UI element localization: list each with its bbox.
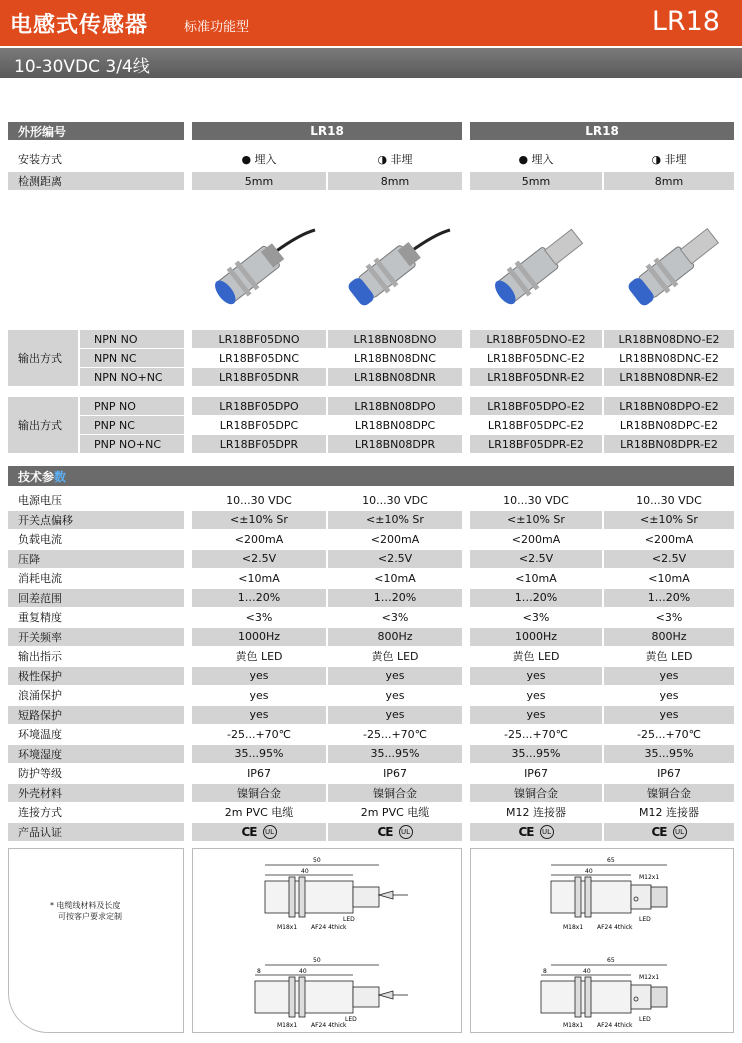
dim-thread-bottom: M18x1 bbox=[277, 1022, 298, 1029]
dim-led-bottom-c: LED bbox=[639, 1016, 651, 1023]
npn-model-1-2: LR18BN08DNO bbox=[328, 330, 462, 348]
dim-af-top-c: AF24 4thick bbox=[597, 924, 633, 931]
npn-model-2-2: LR18BN08DNC bbox=[328, 349, 462, 367]
tech-value-16-3: 镍铜合金 bbox=[470, 784, 602, 802]
pnp-model-1-3: LR18BF05DPO-E2 bbox=[470, 397, 602, 415]
install-value-2: ◑ 非埋 bbox=[328, 150, 462, 168]
ul-mark: UL bbox=[673, 825, 687, 839]
tech-value-13-3: -25...+70℃ bbox=[470, 725, 602, 743]
dim-thread-bottom-c: M18x1 bbox=[563, 1022, 584, 1029]
dim-8-bottom-c: 8 bbox=[543, 968, 547, 975]
tech-label-7: 重复精度 bbox=[8, 608, 184, 626]
page-subtitle: 标准功能型 bbox=[184, 20, 250, 35]
tech-label-9: 输出指示 bbox=[8, 647, 184, 665]
tech-value-5-2: <10mA bbox=[328, 569, 462, 587]
dimension-drawing-connector bbox=[470, 848, 734, 1033]
dim-af-top: AF24 4thick bbox=[311, 924, 347, 931]
dim-af-bottom-c: AF24 4thick bbox=[597, 1022, 633, 1029]
ce-mark: CE bbox=[377, 824, 393, 839]
dim-40-top-c: 40 bbox=[585, 868, 593, 875]
dimension-drawing-cable bbox=[192, 848, 462, 1033]
tech-label-2: 开关点偏移 bbox=[8, 511, 184, 529]
npn-model-1-3: LR18BF05DNO-E2 bbox=[470, 330, 602, 348]
tech-value-17-3: M12 连接器 bbox=[470, 803, 602, 821]
install-value-4: ◑ 非埋 bbox=[604, 150, 734, 168]
tech-value-6-1: 1…20% bbox=[192, 589, 326, 607]
tech-value-4-4: <2.5V bbox=[604, 550, 734, 568]
tech-value-11-2: yes bbox=[328, 686, 462, 704]
tech-value-16-2: 镍铜合金 bbox=[328, 784, 462, 802]
tech-value-3-1: <200mA bbox=[192, 530, 326, 548]
pnp-model-1-4: LR18BN08DPO-E2 bbox=[604, 397, 734, 415]
page-title: 电感式传感器 bbox=[10, 13, 149, 38]
model-name: LR18 bbox=[651, 6, 720, 37]
cert-value-1 bbox=[192, 823, 326, 841]
tech-label-15: 防护等级 bbox=[8, 764, 184, 782]
dim-40-bottom: 40 bbox=[299, 968, 307, 975]
tech-value-10-1: yes bbox=[192, 667, 326, 685]
tech-value-6-4: 1…20% bbox=[604, 589, 734, 607]
note-box bbox=[8, 848, 184, 1033]
tech-value-10-3: yes bbox=[470, 667, 602, 685]
pnp-model-1-1: LR18BF05DPO bbox=[192, 397, 326, 415]
npn-model-3-2: LR18BN08DNR bbox=[328, 368, 462, 386]
tech-value-15-1: IP67 bbox=[192, 764, 326, 782]
pnp-model-3-1: LR18BF05DPR bbox=[192, 435, 326, 453]
tech-value-4-2: <2.5V bbox=[328, 550, 462, 568]
tech-value-2-3: <±10% Sr bbox=[470, 511, 602, 529]
pnp-model-2-2: LR18BN08DPC bbox=[328, 416, 462, 434]
tech-title: 技术参 bbox=[18, 469, 55, 484]
ul-mark: UL bbox=[263, 825, 277, 839]
dim-8-bottom: 8 bbox=[257, 968, 261, 975]
tech-value-9-1: 黄色 LED bbox=[192, 647, 326, 665]
tech-value-14-4: 35...95% bbox=[604, 745, 734, 763]
tech-value-1-3: 10...30 VDC bbox=[470, 491, 602, 509]
tech-value-8-2: 800Hz bbox=[328, 628, 462, 646]
tech-label-1: 电源电压 bbox=[8, 491, 184, 509]
tech-value-5-4: <10mA bbox=[604, 569, 734, 587]
sensor-image-2 bbox=[340, 222, 455, 307]
npn-model-1-1: LR18BF05DNO bbox=[192, 330, 326, 348]
tech-value-3-3: <200mA bbox=[470, 530, 602, 548]
tech-label-4: 压降 bbox=[8, 550, 184, 568]
pnp-model-2-3: LR18BF05DPC-E2 bbox=[470, 416, 602, 434]
sensor-image-3 bbox=[485, 222, 600, 307]
sensor-image-4 bbox=[620, 222, 735, 307]
tech-value-16-1: 镍铜合金 bbox=[192, 784, 326, 802]
tech-label-12: 短路保护 bbox=[8, 706, 184, 724]
tech-value-5-3: <10mA bbox=[470, 569, 602, 587]
pnp-model-3-3: LR18BF05DPR-E2 bbox=[470, 435, 602, 453]
pnp-row-label-2: PNP NC bbox=[80, 416, 184, 434]
dim-50-top: 50 bbox=[313, 857, 321, 864]
tech-value-4-1: <2.5V bbox=[192, 550, 326, 568]
pnp-model-3-2: LR18BN08DPR bbox=[328, 435, 462, 453]
tech-label-17: 连接方式 bbox=[8, 803, 184, 821]
ce-mark: CE bbox=[518, 824, 534, 839]
tech-value-11-4: yes bbox=[604, 686, 734, 704]
ce-mark: CE bbox=[651, 824, 667, 839]
tech-label-6: 回差范围 bbox=[8, 589, 184, 607]
dim-led-top-c: LED bbox=[639, 916, 651, 923]
cert-value-4 bbox=[604, 823, 734, 841]
pnp-row-label-3: PNP NO+NC bbox=[80, 435, 184, 453]
voltage-bar bbox=[0, 48, 742, 78]
tech-value-14-1: 35...95% bbox=[192, 745, 326, 763]
npn-model-3-1: LR18BF05DNR bbox=[192, 368, 326, 386]
tech-value-17-4: M12 连接器 bbox=[604, 803, 734, 821]
dim-40-bottom-c: 40 bbox=[583, 968, 591, 975]
tech-value-14-2: 35...95% bbox=[328, 745, 462, 763]
tech-value-10-4: yes bbox=[604, 667, 734, 685]
tech-value-15-2: IP67 bbox=[328, 764, 462, 782]
tech-value-13-4: -25...+70℃ bbox=[604, 725, 734, 743]
install-value-1: ● 埋入 bbox=[192, 150, 326, 168]
tech-value-7-1: <3% bbox=[192, 608, 326, 626]
ce-mark: CE bbox=[241, 824, 257, 839]
dim-65-top: 65 bbox=[607, 857, 615, 864]
tech-value-14-3: 35...95% bbox=[470, 745, 602, 763]
npn-model-3-3: LR18BF05DNR-E2 bbox=[470, 368, 602, 386]
npn-model-2-4: LR18BN08DNC-E2 bbox=[604, 349, 734, 367]
npn-model-1-4: LR18BN08DNO-E2 bbox=[604, 330, 734, 348]
tech-label-11: 浪涌保护 bbox=[8, 686, 184, 704]
tech-label-8: 开关频率 bbox=[8, 628, 184, 646]
ul-mark: UL bbox=[540, 825, 554, 839]
tech-value-17-1: 2m PVC 电缆 bbox=[192, 803, 326, 821]
tech-value-13-1: -25...+70℃ bbox=[192, 725, 326, 743]
tech-value-15-4: IP67 bbox=[604, 764, 734, 782]
cert-value-3 bbox=[470, 823, 602, 841]
npn-row-label-2: NPN NC bbox=[80, 349, 184, 367]
tech-value-11-3: yes bbox=[470, 686, 602, 704]
tech-value-2-1: <±10% Sr bbox=[192, 511, 326, 529]
tech-value-15-3: IP67 bbox=[470, 764, 602, 782]
dim-af-bottom: AF24 4thick bbox=[311, 1022, 347, 1029]
distance-value-4: 8mm bbox=[604, 172, 734, 190]
tech-value-5-1: <10mA bbox=[192, 569, 326, 587]
cable-note: * 电缆线材料及长度 可按客户要求定制 bbox=[50, 901, 122, 921]
dim-led-top: LED bbox=[343, 916, 355, 923]
tech-value-12-4: yes bbox=[604, 706, 734, 724]
npn-group-label: 输出方式 bbox=[8, 330, 78, 386]
pnp-model-3-4: LR18BN08DPR-E2 bbox=[604, 435, 734, 453]
dim-m12-bottom: M12x1 bbox=[639, 974, 660, 981]
tech-value-2-4: <±10% Sr bbox=[604, 511, 734, 529]
dim-m12-top: M12x1 bbox=[639, 874, 660, 881]
sensor-image-1 bbox=[205, 222, 320, 307]
tech-value-8-1: 1000Hz bbox=[192, 628, 326, 646]
ul-mark: UL bbox=[399, 825, 413, 839]
dim-40-top: 40 bbox=[301, 868, 309, 875]
tech-value-13-2: -25...+70℃ bbox=[328, 725, 462, 743]
tech-value-3-4: <200mA bbox=[604, 530, 734, 548]
dim-65-bottom: 65 bbox=[607, 957, 615, 964]
tech-label-16: 外壳材料 bbox=[8, 784, 184, 802]
distance-value-2: 8mm bbox=[328, 172, 462, 190]
install-label: 安装方式 bbox=[8, 150, 184, 168]
dim-thread-top-c: M18x1 bbox=[563, 924, 584, 931]
tech-value-2-2: <±10% Sr bbox=[328, 511, 462, 529]
tech-value-9-4: 黄色 LED bbox=[604, 647, 734, 665]
tech-value-1-4: 10...30 VDC bbox=[604, 491, 734, 509]
shape-code-label: 外形编号 bbox=[8, 122, 184, 140]
tech-value-4-3: <2.5V bbox=[470, 550, 602, 568]
group-header-1: LR18 bbox=[192, 122, 462, 140]
tech-value-9-3: 黄色 LED bbox=[470, 647, 602, 665]
npn-model-2-3: LR18BF05DNC-E2 bbox=[470, 349, 602, 367]
distance-value-1: 5mm bbox=[192, 172, 326, 190]
tech-value-7-3: <3% bbox=[470, 608, 602, 626]
cert-value-2 bbox=[328, 823, 462, 841]
tech-label-5: 消耗电流 bbox=[8, 569, 184, 587]
tech-label-10: 极性保护 bbox=[8, 667, 184, 685]
tech-value-11-1: yes bbox=[192, 686, 326, 704]
tech-value-10-2: yes bbox=[328, 667, 462, 685]
tech-value-7-4: <3% bbox=[604, 608, 734, 626]
pnp-group-label: 输出方式 bbox=[8, 397, 78, 453]
dim-led-bottom: LED bbox=[345, 1016, 357, 1023]
npn-row-label-3: NPN NO+NC bbox=[80, 368, 184, 386]
tech-value-1-2: 10...30 VDC bbox=[328, 491, 462, 509]
tech-value-8-4: 800Hz bbox=[604, 628, 734, 646]
tech-label-3: 负载电流 bbox=[8, 530, 184, 548]
install-value-3: ● 埋入 bbox=[470, 150, 602, 168]
npn-model-2-1: LR18BF05DNC bbox=[192, 349, 326, 367]
cert-label: 产品认证 bbox=[8, 823, 184, 841]
tech-value-6-2: 1…20% bbox=[328, 589, 462, 607]
tech-value-8-3: 1000Hz bbox=[470, 628, 602, 646]
pnp-model-2-1: LR18BF05DPC bbox=[192, 416, 326, 434]
tech-value-12-2: yes bbox=[328, 706, 462, 724]
tech-value-1-1: 10...30 VDC bbox=[192, 491, 326, 509]
dim-thread-top: M18x1 bbox=[277, 924, 298, 931]
pnp-row-label-1: PNP NO bbox=[80, 397, 184, 415]
tech-title-highlight: 数 bbox=[54, 469, 67, 484]
tech-value-12-3: yes bbox=[470, 706, 602, 724]
npn-row-label-1: NPN NO bbox=[80, 330, 184, 348]
tech-value-6-3: 1…20% bbox=[470, 589, 602, 607]
voltage-text: 10-30VDC 3/4线 bbox=[14, 57, 150, 77]
dim-50-bottom: 50 bbox=[313, 957, 321, 964]
tech-label-14: 环境湿度 bbox=[8, 745, 184, 763]
pnp-model-2-4: LR18BN08DPC-E2 bbox=[604, 416, 734, 434]
tech-value-9-2: 黄色 LED bbox=[328, 647, 462, 665]
tech-value-17-2: 2m PVC 电缆 bbox=[328, 803, 462, 821]
npn-model-3-4: LR18BN08DNR-E2 bbox=[604, 368, 734, 386]
tech-label-13: 环境温度 bbox=[8, 725, 184, 743]
group-header-2: LR18 bbox=[470, 122, 734, 140]
pnp-model-1-2: LR18BN08DPO bbox=[328, 397, 462, 415]
distance-label: 检测距离 bbox=[8, 172, 184, 190]
header-bar bbox=[0, 0, 742, 46]
tech-value-12-1: yes bbox=[192, 706, 326, 724]
tech-value-3-2: <200mA bbox=[328, 530, 462, 548]
tech-value-7-2: <3% bbox=[328, 608, 462, 626]
distance-value-3: 5mm bbox=[470, 172, 602, 190]
tech-value-16-4: 镍铜合金 bbox=[604, 784, 734, 802]
tech-section-header bbox=[8, 466, 734, 486]
